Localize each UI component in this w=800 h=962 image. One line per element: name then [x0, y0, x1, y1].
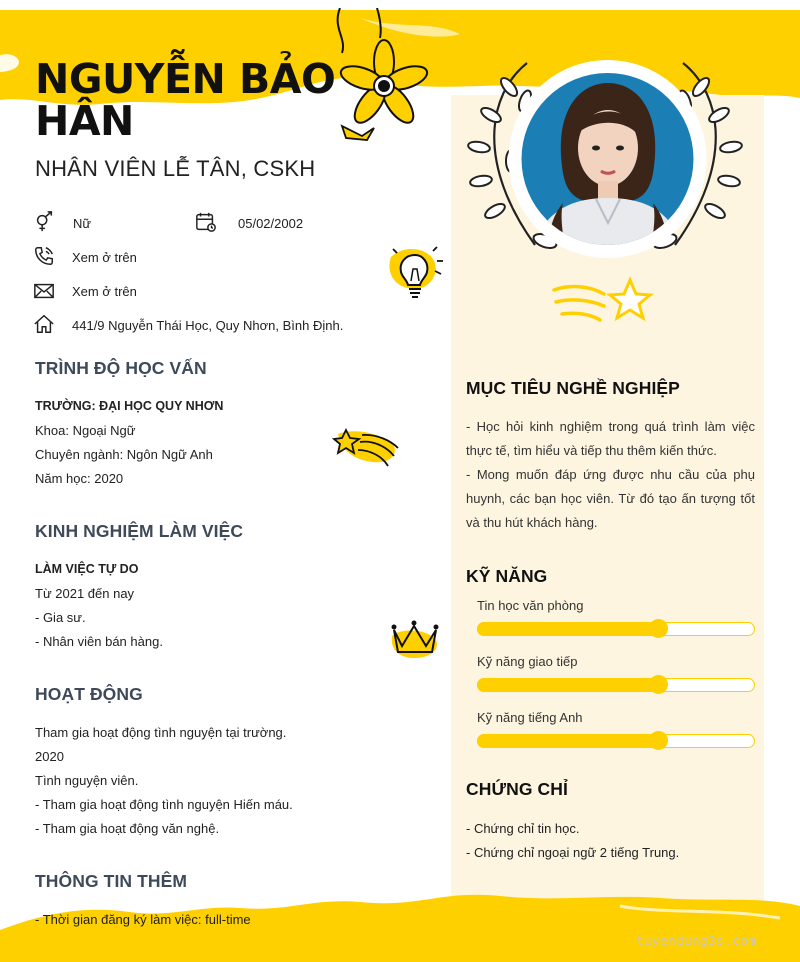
activity-line: 2020: [35, 749, 64, 764]
experience-period: Từ 2021 đến nay: [35, 586, 135, 601]
skill-level-knob: [649, 675, 668, 694]
skills-heading: KỸ NĂNG: [466, 566, 548, 586]
birthday-value: 05/02/2002: [238, 216, 304, 231]
certificate-item: - Chứng chỉ ngoại ngữ 2 tiếng Trung.: [466, 845, 680, 860]
activity-line: Tình nguyện viên.: [35, 773, 139, 788]
skill-level-fill: [477, 678, 660, 692]
education-year: Năm học: 2020: [35, 471, 124, 486]
activity-line: - Tham gia hoạt động tình nguyện Hiến máu.: [35, 797, 293, 812]
calendar-icon: [195, 211, 217, 233]
skill-label: Kỹ năng giao tiếp: [477, 654, 578, 669]
extra-info-heading: THÔNG TIN THÊM: [35, 871, 188, 891]
certificates-heading: CHỨNG CHỈ: [466, 779, 568, 799]
certificate-item: - Chứng chỉ tin học.: [466, 821, 580, 836]
activities-heading: HOẠT ĐỘNG: [35, 684, 143, 704]
star-icon: [550, 276, 656, 328]
email-value: Xem ở trên: [72, 284, 137, 299]
gender-icon: [33, 211, 55, 233]
phone-icon: [33, 245, 55, 267]
objective-heading: MỤC TIÊU NGHỀ NGHIỆP: [466, 378, 680, 398]
skill-level-knob: [649, 731, 668, 750]
lightbulb-icon: [385, 245, 449, 305]
gender-value: Nữ: [73, 216, 92, 231]
skill-label: Kỹ năng tiếng Anh: [477, 710, 583, 725]
experience-item: - Gia sư.: [35, 610, 86, 625]
home-icon: [33, 313, 55, 335]
mail-icon: [33, 280, 55, 302]
objective-paragraph: - Mong muốn đáp ứng được nhu cầu của phụ huynh, các bạn học viên. Từ đó tạo ấn tượng tốt và thu hút khách hàng.: [466, 467, 755, 530]
education-major: Chuyên ngành: Ngôn Ngữ Anh: [35, 447, 213, 462]
star-icon: [332, 420, 404, 474]
watermark: tuyendung3s.com: [636, 933, 757, 948]
job-title: NHÂN VIÊN LỄ TÂN, CSKH: [35, 156, 316, 181]
activity-line: Tham gia hoạt động tình nguyện tại trường.: [35, 725, 287, 740]
skill-level-fill: [477, 734, 660, 748]
skill-level-bar: [477, 678, 755, 692]
avatar: [508, 53, 707, 265]
crown-icon: [386, 614, 442, 662]
education-school: TRƯỜNG: ĐẠI HỌC QUY NHƠN: [35, 399, 224, 413]
experience-item: - Nhân viên bán hàng.: [35, 634, 163, 649]
skill-level-bar: [477, 734, 755, 748]
activity-line: - Tham gia hoạt động văn nghệ.: [35, 821, 220, 836]
address-value: 441/9 Nguyễn Thái Học, Quy Nhơn, Bình Định.: [72, 318, 344, 333]
education-heading: TRÌNH ĐỘ HỌC VẤN: [35, 358, 207, 378]
experience-heading: KINH NGHIỆM LÀM VIỆC: [35, 521, 244, 541]
education-faculty: Khoa: Ngoại Ngữ: [35, 423, 136, 438]
experience-job: LÀM VIỆC TỰ DO: [35, 562, 139, 576]
phone-value: Xem ở trên: [72, 250, 137, 265]
candidate-name: NGUYỄN BẢO HÂN: [35, 55, 336, 145]
extra-info-line: - Thời gian đăng ký làm việc: full-time: [35, 912, 251, 927]
skill-level-knob: [649, 619, 668, 638]
skill-label: Tin học văn phòng: [477, 598, 584, 613]
skill-level-bar: [477, 622, 755, 636]
objective-paragraph: - Học hỏi kinh nghiệm trong quá trình làm việc thực tế, tìm hiểu và tiếp thu thêm kiến thức.: [466, 419, 755, 458]
skill-level-fill: [477, 622, 660, 636]
